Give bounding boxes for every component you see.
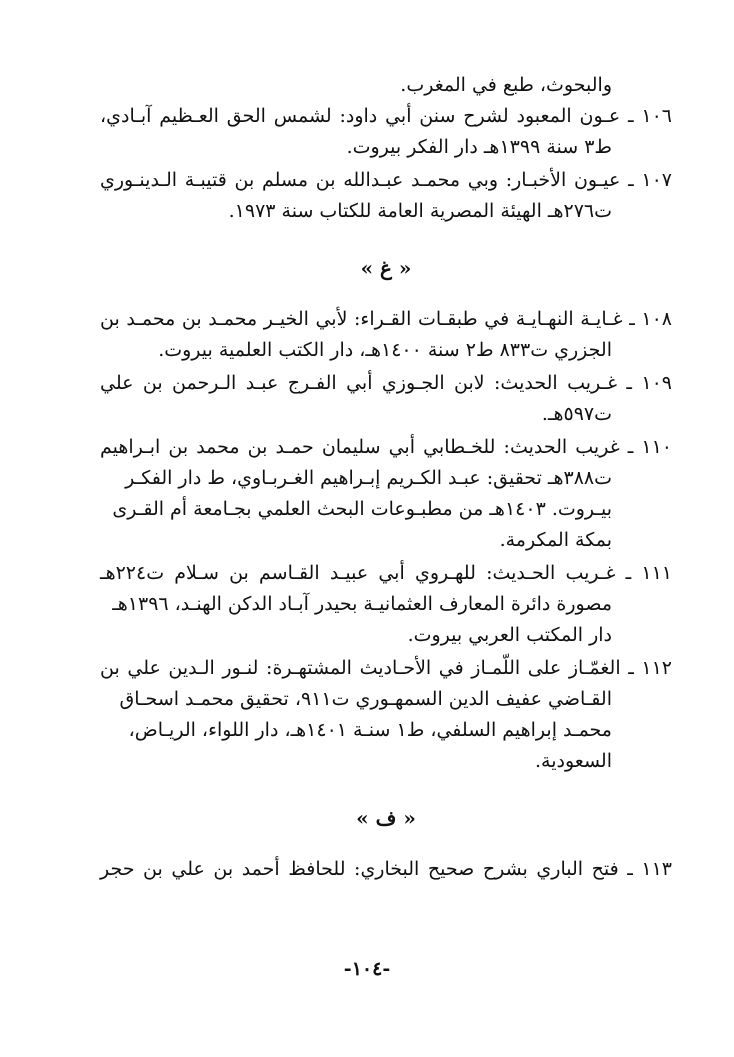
entry-first-line bbox=[100, 653, 672, 684]
entry-first-line bbox=[100, 432, 672, 463]
entry-first-line bbox=[100, 101, 672, 132]
entry-text: ـ غـريب الحـديث: للهـروي أبي عبيـد القـاسم بن سـلام ت٢٢٤هـ bbox=[100, 562, 632, 584]
entry-continuation: ت٣٨٨هـ تحقيق: عبـد الكـريم إبـراهيم الغـربـاوي، ط دار الفكـر bbox=[125, 467, 612, 489]
entry-number: ١٠٦ bbox=[641, 105, 672, 127]
entry-number: ١٠٩ bbox=[641, 372, 672, 394]
entry-continuation: مصورة دائرة المعارف العثمانيـة بحيدر آبـاد الدكن الهنـد، ١٣٩٦هـ bbox=[112, 593, 612, 615]
entry-first-line bbox=[100, 854, 672, 885]
entry-continuation: الجزري ت٨٣٣ ط٢ سنة ١٤٠٠هـ، دار الكتب العلمية بيروت. bbox=[158, 339, 612, 361]
bibliography-entry-110 bbox=[100, 432, 672, 556]
bibliography-entry-107 bbox=[100, 165, 672, 227]
bibliography-entry-106 bbox=[100, 101, 672, 163]
entry-continuation: بيـروت. ١٤٠٣هـ من مطبـوعات البحث العلمي بجـامعة أم القـرى bbox=[112, 498, 612, 520]
entry-text: ـ عـون المعبود لشرح سنن أبي داود: لشمس الحق العـظيم آبـادي، bbox=[100, 105, 634, 127]
entry-continuation: ط٣ سنة ١٣٩٩هـ دار الفكر بيروت. bbox=[346, 136, 612, 158]
bibliography-entry-112 bbox=[100, 653, 672, 777]
page-number: -١٠٤- bbox=[343, 958, 391, 980]
entry-continuation: السعودية. bbox=[535, 750, 612, 772]
entry-first-line bbox=[100, 304, 672, 335]
bibliography-entry-111 bbox=[100, 558, 672, 651]
bibliography-entry-109 bbox=[100, 368, 672, 430]
entry-continuation: بمكة المكرمة. bbox=[499, 529, 612, 551]
entry-continuation: القـاضي عفيف الدين السمهـوري ت٩١١، تحقيق محمـد اسحـاق bbox=[119, 688, 612, 710]
entry-number: ١١٣ bbox=[641, 858, 672, 880]
entry-number: ١١١ bbox=[641, 562, 673, 584]
entry-number: ١١٢ bbox=[641, 657, 672, 679]
entry-number: ١١٠ bbox=[641, 436, 672, 458]
entry-continuation: دار المكتب العربي بيروت. bbox=[407, 624, 612, 646]
entry-text: ـ غريب الحديث: للخـطابي أبي سليمان حمـد بن محمد بن ابـراهيم bbox=[100, 436, 634, 458]
entry-continuation: محمـد إبراهيم السلفي، ط١ سنـة ١٤٠١هـ، دار اللواء، الريـاض، bbox=[128, 719, 612, 741]
entry-text: ـ غـايـة النهـايـة في طبقـات القـراء: لأبي الخيـر محمـد بن محمـد بن bbox=[100, 308, 635, 330]
bibliography-entry-108 bbox=[100, 304, 672, 366]
section-heading-ghain: « غ » bbox=[360, 256, 412, 280]
entry-text: ـ غـريب الحديث: لابن الجـوزي أبي الفـرج عبـد الـرحمن بن علي bbox=[100, 372, 632, 394]
entry-number: ١٠٧ bbox=[641, 169, 672, 191]
entry-number: ١٠٨ bbox=[641, 308, 672, 330]
entry-text: ـ الغمّـاز على اللّمـاز في الأحـاديث المشتهـرة: لنـور الـدين علي بن bbox=[100, 657, 634, 679]
entry-first-line bbox=[100, 165, 672, 196]
entry-continuation: ت٢٧٦هـ الهيئة المصرية العامة للكتاب سنة ١٩٧٣. bbox=[228, 200, 612, 222]
entry-first-line bbox=[100, 558, 672, 589]
bibliography-entry-113 bbox=[100, 854, 672, 885]
page-body bbox=[100, 70, 672, 887]
section-heading-fa: « ف » bbox=[356, 806, 416, 830]
entry-first-line bbox=[100, 368, 672, 399]
entry-text: ـ عيـون الأخبـار: وبي محمـد عبـدالله بن مسلم بن قتيبـة الـدينـوري bbox=[100, 169, 634, 191]
entry-text: ـ فتح الباري بشرح صحيح البخاري: للحافظ أحمد بن علي بن حجر bbox=[100, 858, 633, 880]
continuation-text: والبحوث، طبع في المغرب. bbox=[400, 74, 612, 96]
entry-continuation: ت٥٩٧هـ. bbox=[541, 403, 612, 425]
